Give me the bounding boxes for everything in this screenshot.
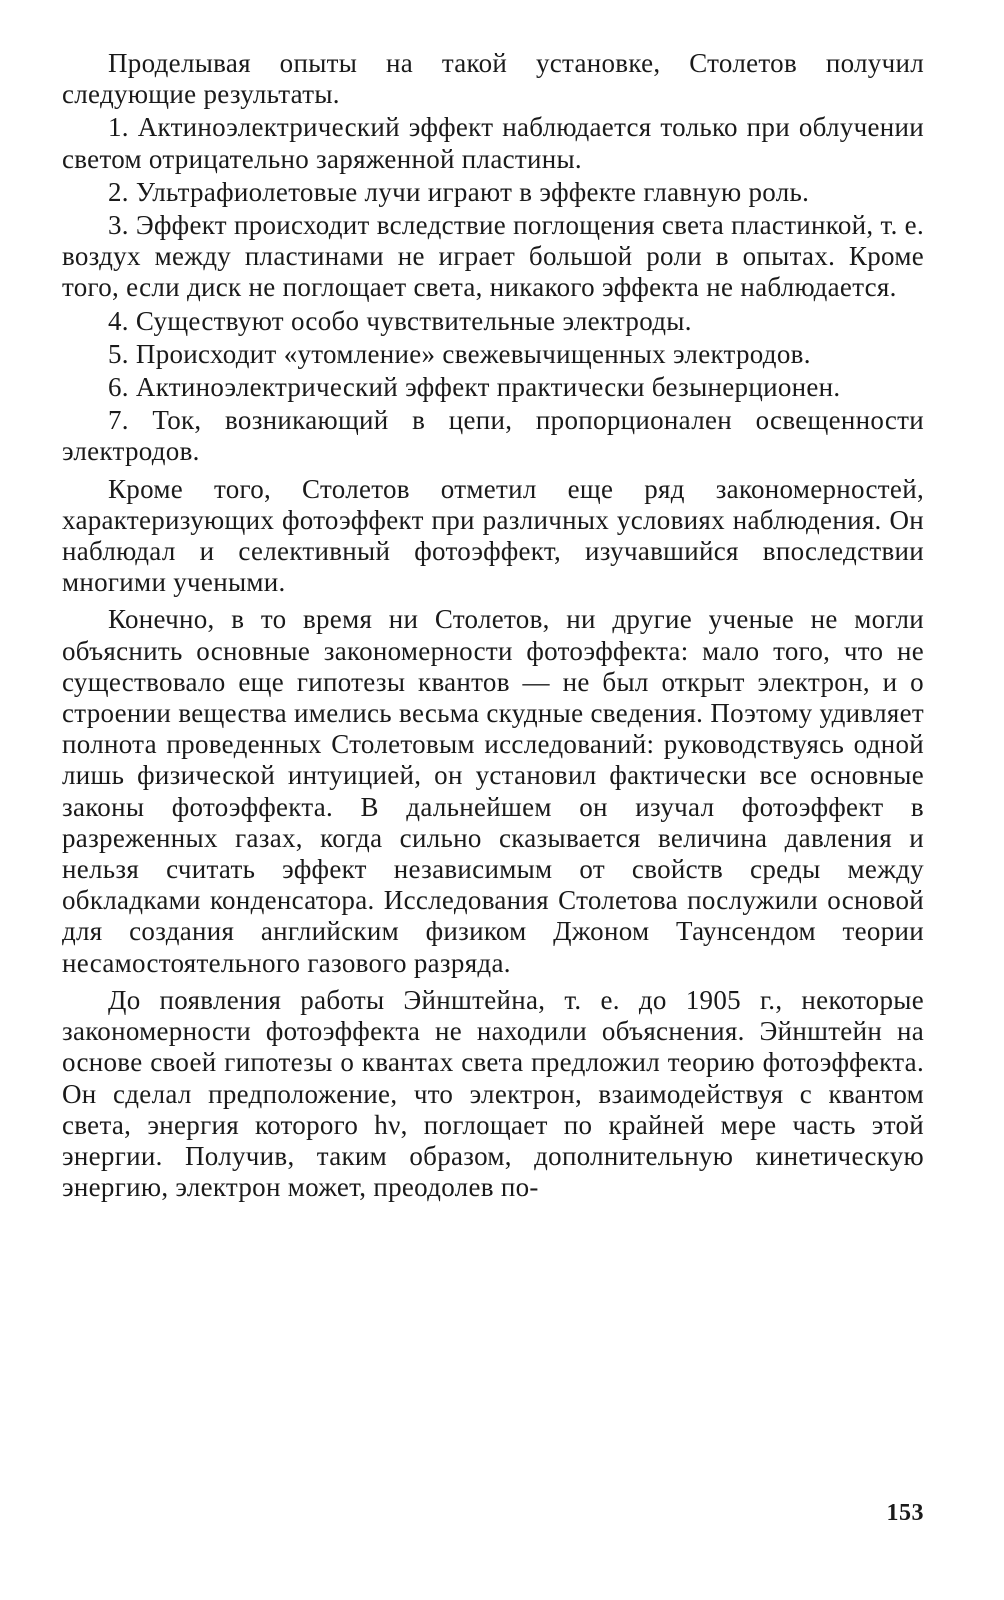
list-item-6: 6. Актиноэлектрический эффект практически безынерционен. [108, 372, 841, 403]
list-item-1: 1. Актиноэлектрический эффект наблюдается только при облучении светом отрицательно заряженной пластины. [62, 112, 924, 174]
page-text [62, 48, 924, 1203]
paragraph-intro: Проделывая опыты на такой установке, Столетов получил следующие результаты. [62, 48, 924, 110]
paragraph-einstein-theory: До появления работы Эйнштейна, т. е. до 1905 г., некоторые закономерности фотоэффекта не находили объяснения. Эйнштейн на основе своей гипотезы о квантах света предложил теорию фотоэффекта. Он сделал предположение, что электрон, взаимодействуя с квантом света, энергия которого hν, поглощает по крайней мере часть этой энергии. Получив, таким образом, дополнительную кинетическую энергию, электрон может, преодолев по- [62, 984, 924, 1203]
list-item-5: 5. Происходит «утомление» свежевычищенных электродов. [108, 338, 811, 369]
list-item-2: 2. Ультрафиолетовые лучи играют в эффекте главную роль. [108, 176, 810, 207]
list-item-4: 4. Существуют особо чувствительные электроды. [108, 305, 692, 336]
paragraph-historical-context: Конечно, в то время ни Столетов, ни другие ученые не могли объяснить основные закономерности фотоэффекта: мало того, что не существовало еще гипотезы квантов — не был открыт электрон, и о строении вещества имелись весьма скудные сведения. Поэтому удивляет полнота проведенных Столетовым исследований: руководствуясь одной лишь физической интуицией, он установил фактически все основные законы фотоэффекта. В дальнейшем он изучал фотоэффект в разреженных газах, когда сильно сказывается величина давления и нельзя считать эффект независимым от свойств среды между обкладками конденсатора. Исследования Столетова послужили основой для создания английским физиком Джоном Таунсендом теории несамостоятельного газового разряда. [62, 604, 924, 978]
list-item-7: 7. Ток, возникающий в цепи, пропорционален освещенности электродов. [62, 405, 924, 467]
page-number: 153 [886, 1500, 924, 1526]
paragraph-additional-findings: Кроме того, Столетов отметил еще ряд закономерностей, характеризующих фотоэффект при различных условиях наблюдения. Он наблюдал и селективный фотоэффект, изучавшийся впоследствии многими учеными. [62, 473, 924, 598]
list-item-3: 3. Эффект происходит вследствие поглощения света пластинкой, т. е. воздух между пластинами не играет большой роли в опытах. Кроме того, если диск не поглощает света, никакого эффекта не наблюдается. [62, 210, 925, 303]
